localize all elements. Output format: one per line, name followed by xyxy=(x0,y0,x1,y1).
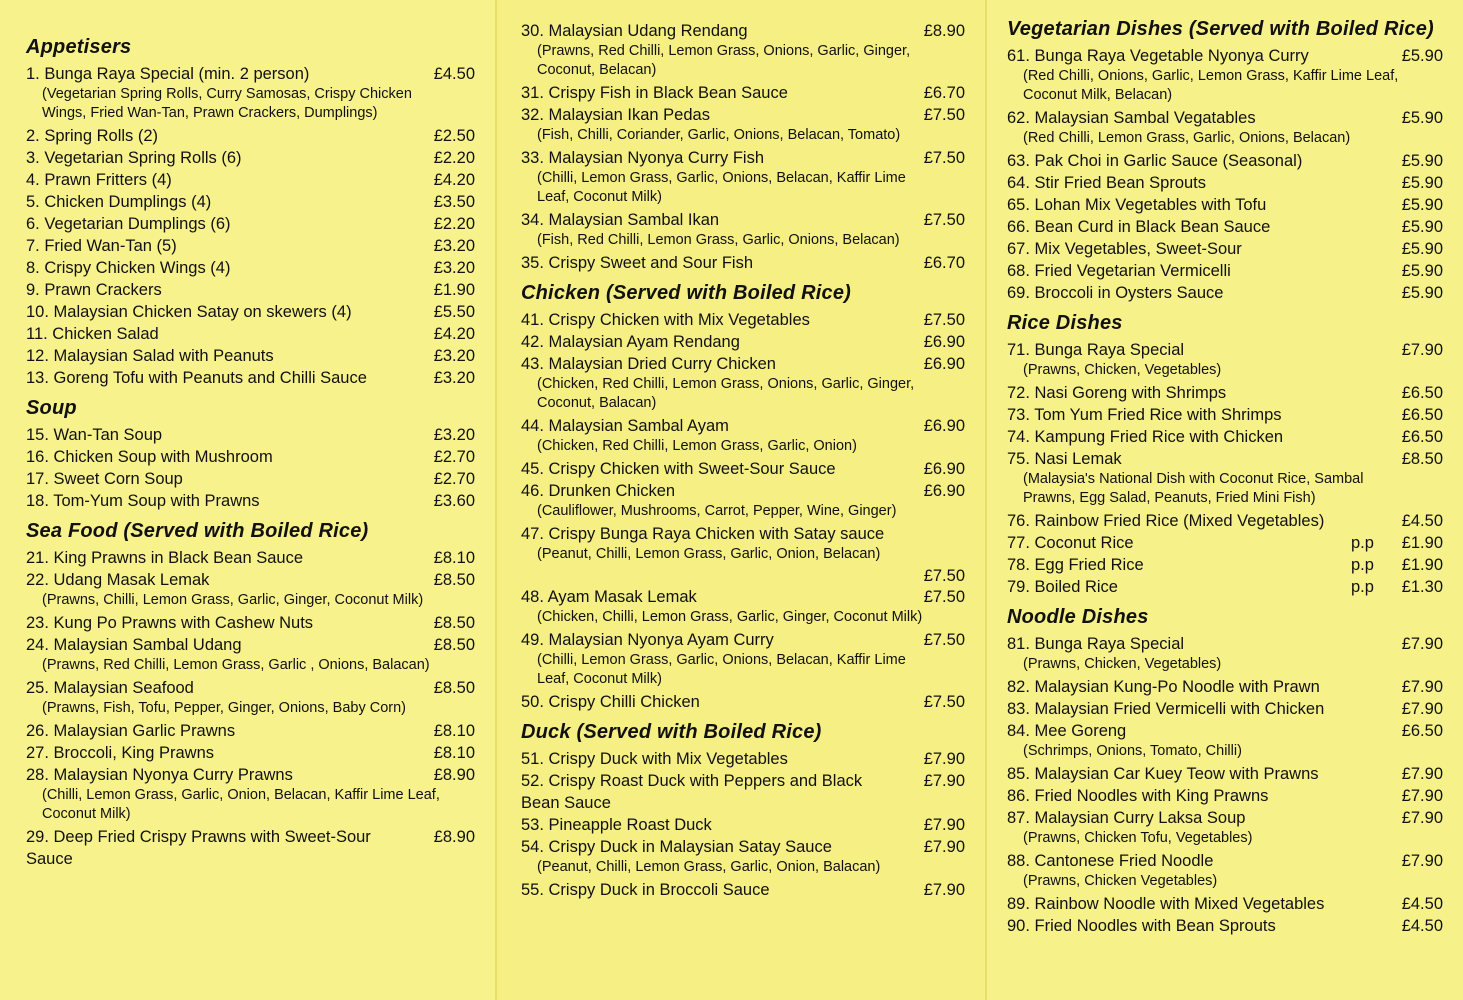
item-price: £6.50 xyxy=(1401,384,1443,402)
item-price: £5.50 xyxy=(433,303,475,321)
item-price: £8.90 xyxy=(923,22,965,40)
menu-item xyxy=(521,104,965,126)
item-name: 88. Cantonese Fried Noodle xyxy=(1007,852,1214,870)
item-name: 77. Coconut Rice xyxy=(1007,534,1134,552)
menu-item xyxy=(1007,150,1443,172)
item-price: £7.50 xyxy=(923,567,965,585)
item-description: (Prawns, Fish, Tofu, Pepper, Ginger, Onions, Baby Corn) xyxy=(42,700,407,716)
menu-item xyxy=(26,720,475,742)
menu-item xyxy=(521,814,965,836)
item-price: £7.50 xyxy=(923,149,965,167)
menu-item xyxy=(1007,339,1443,361)
item-price: £7.50 xyxy=(923,106,965,124)
item-name: 52. Crispy Roast Duck with Peppers and Black Bean Sauce xyxy=(521,772,863,812)
item-price: £3.20 xyxy=(433,237,475,255)
item-price: £8.50 xyxy=(433,614,475,632)
item-price: £2.20 xyxy=(433,215,475,233)
menu-item xyxy=(26,547,475,569)
item-price: £2.70 xyxy=(433,470,475,488)
menu-item xyxy=(26,125,475,147)
item-price: £1.90 xyxy=(1401,534,1443,552)
item-name: 68. Fried Vegetarian Vermicelli xyxy=(1007,262,1231,280)
item-price: £5.90 xyxy=(1401,284,1443,302)
item-price: £8.10 xyxy=(433,549,475,567)
item-description: (Fish, Chilli, Coriander, Garlic, Onions, Belacan, Tomato) xyxy=(537,127,901,143)
section-title: Duck (Served with Boiled Rice) xyxy=(521,721,822,743)
item-name: 49. Malaysian Nyonya Ayam Curry xyxy=(521,631,774,649)
item-name: 83. Malaysian Fried Vermicelli with Chicken xyxy=(1007,700,1325,718)
item-name: 4. Prawn Fritters (4) xyxy=(26,171,172,189)
item-name: 69. Broccoli in Oysters Sauce xyxy=(1007,284,1224,302)
item-name: 30. Malaysian Udang Rendang xyxy=(521,22,748,40)
item-name: 13. Goreng Tofu with Peanuts and Chilli Sauce xyxy=(26,369,367,387)
menu-item xyxy=(26,764,475,786)
menu-item xyxy=(26,612,475,634)
item-name: 48. Ayam Masak Lemak xyxy=(521,588,697,606)
item-price: £4.20 xyxy=(433,325,475,343)
menu-item xyxy=(521,82,965,104)
item-description: (Vegetarian Spring Rolls, Curry Samosas, Crispy Chicken Wings, Fried Wan-Tan, Prawn Crackers, Dumplings) xyxy=(42,86,412,121)
menu-item xyxy=(521,415,965,437)
menu-item xyxy=(1007,426,1443,448)
item-name: 73. Tom Yum Fried Rice with Shrimps xyxy=(1007,406,1282,424)
item-price: £8.50 xyxy=(433,636,475,654)
item-price: £6.90 xyxy=(923,460,965,478)
item-price: £7.90 xyxy=(923,881,965,899)
menu-section xyxy=(26,36,475,389)
item-name: 62. Malaysian Sambal Vegatables xyxy=(1007,109,1256,127)
item-price: £1.90 xyxy=(1401,556,1443,574)
item-description: (Schrimps, Onions, Tomato, Chilli) xyxy=(1023,743,1242,759)
item-per-person: p.p xyxy=(1351,556,1374,574)
item-name: 6. Vegetarian Dumplings (6) xyxy=(26,215,231,233)
menu-item xyxy=(521,331,965,353)
item-price: £7.90 xyxy=(923,750,965,768)
menu-item xyxy=(521,523,965,545)
item-price: £7.90 xyxy=(1401,341,1443,359)
menu-item xyxy=(26,424,475,446)
menu-item xyxy=(26,147,475,169)
item-name: 21. King Prawns in Black Bean Sauce xyxy=(26,549,303,567)
item-description: (Prawns, Chicken, Vegetables) xyxy=(1023,362,1222,378)
section-title: Chicken (Served with Boiled Rice) xyxy=(521,282,852,304)
item-price: £2.50 xyxy=(433,127,475,145)
menu-item xyxy=(26,446,475,468)
menu-item xyxy=(1007,807,1443,829)
item-price: £8.90 xyxy=(433,766,475,784)
item-price: £8.10 xyxy=(433,722,475,740)
item-name: 78. Egg Fried Rice xyxy=(1007,556,1144,574)
menu-item xyxy=(26,279,475,301)
item-name: 41. Crispy Chicken with Mix Vegetables xyxy=(521,311,810,329)
menu-item xyxy=(26,634,475,656)
menu-section xyxy=(521,20,965,274)
item-name: 44. Malaysian Sambal Ayam xyxy=(521,417,729,435)
item-price: £7.90 xyxy=(923,838,965,856)
item-price: £8.90 xyxy=(433,828,475,846)
menu-item xyxy=(26,345,475,367)
item-price: £7.50 xyxy=(923,631,965,649)
item-name: 31. Crispy Fish in Black Bean Sauce xyxy=(521,84,788,102)
item-price: £7.50 xyxy=(923,693,965,711)
item-description: (Peanut, Chilli, Lemon Grass, Garlic, Onion, Belacan) xyxy=(537,546,881,562)
item-price: £7.90 xyxy=(1401,787,1443,805)
item-description: (Prawns, Chilli, Lemon Grass, Garlic, Ginger, Coconut Milk) xyxy=(42,592,424,608)
item-name: 66. Bean Curd in Black Bean Sauce xyxy=(1007,218,1271,236)
item-name: 45. Crispy Chicken with Sweet-Sour Sauce xyxy=(521,460,836,478)
item-name: 11. Chicken Salad xyxy=(26,325,159,343)
menu-item xyxy=(1007,448,1443,470)
menu-item xyxy=(1007,532,1443,554)
item-price: £6.70 xyxy=(923,84,965,102)
menu-item xyxy=(26,677,475,699)
item-price: £5.90 xyxy=(1401,152,1443,170)
item-description: (Prawns, Chicken Vegetables) xyxy=(1023,873,1218,889)
menu-item xyxy=(26,235,475,257)
item-description: (Peanut, Chilli, Lemon Grass, Garlic, Onion, Balacan) xyxy=(537,859,881,875)
item-per-person: p.p xyxy=(1351,578,1374,596)
item-price: £5.90 xyxy=(1401,47,1443,65)
item-description: (Chilli, Lemon Grass, Garlic, Onions, Belacan, Kaffir Lime Leaf, Coconut Milk) xyxy=(537,652,906,687)
menu-item xyxy=(1007,785,1443,807)
item-name: 23. Kung Po Prawns with Cashew Nuts xyxy=(26,614,314,632)
item-price: £5.90 xyxy=(1401,240,1443,258)
item-name: 15. Wan-Tan Soup xyxy=(26,426,163,444)
menu-column-1 xyxy=(0,0,495,1000)
item-name: 34. Malaysian Sambal Ikan xyxy=(521,211,720,229)
item-name: 79. Boiled Rice xyxy=(1007,578,1118,596)
menu-item xyxy=(521,209,965,231)
item-price: £3.50 xyxy=(433,193,475,211)
item-price: £7.50 xyxy=(923,211,965,229)
section-title: Rice Dishes xyxy=(1007,312,1123,334)
item-price: £3.20 xyxy=(433,426,475,444)
item-price: £5.90 xyxy=(1401,262,1443,280)
item-price: £4.50 xyxy=(433,65,475,83)
item-price: £6.50 xyxy=(1401,428,1443,446)
item-price: £3.20 xyxy=(433,347,475,365)
item-price: £7.90 xyxy=(1401,700,1443,718)
item-name: 25. Malaysian Seafood xyxy=(26,679,194,697)
item-price: £1.90 xyxy=(433,281,475,299)
item-name: 7. Fried Wan-Tan (5) xyxy=(26,237,177,255)
item-price: £8.10 xyxy=(433,744,475,762)
menu-item xyxy=(521,480,965,502)
item-price: £8.50 xyxy=(433,571,475,589)
item-name: 74. Kampung Fried Rice with Chicken xyxy=(1007,428,1284,446)
menu-item xyxy=(1007,633,1443,655)
item-name: 50. Crispy Chilli Chicken xyxy=(521,693,700,711)
menu-item xyxy=(26,191,475,213)
menu-item xyxy=(26,323,475,345)
item-price: £4.50 xyxy=(1401,512,1443,530)
item-name: 43. Malaysian Dried Curry Chicken xyxy=(521,355,776,373)
menu-item xyxy=(1007,554,1443,576)
menu-item xyxy=(1007,676,1443,698)
section-title: Appetisers xyxy=(26,36,132,58)
menu-section xyxy=(521,721,965,901)
item-price: £5.90 xyxy=(1401,174,1443,192)
menu-column-2 xyxy=(495,0,985,1000)
menu-item xyxy=(1007,238,1443,260)
item-description: (Chilli, Lemon Grass, Garlic, Onion, Belacan, Kaffir Lime Leaf, Coconut Milk) xyxy=(42,787,440,822)
item-price: £8.50 xyxy=(1401,450,1443,468)
item-price: £7.90 xyxy=(1401,852,1443,870)
item-name: 33. Malaysian Nyonya Curry Fish xyxy=(521,149,765,167)
item-price: £3.60 xyxy=(433,492,475,510)
menu-item xyxy=(521,691,965,713)
item-price: £7.90 xyxy=(1401,678,1443,696)
item-name: 3. Vegetarian Spring Rolls (6) xyxy=(26,149,242,167)
menu-item xyxy=(26,169,475,191)
menu-item xyxy=(521,458,965,480)
item-price: £5.90 xyxy=(1401,218,1443,236)
item-price: £3.20 xyxy=(433,259,475,277)
item-price: £7.90 xyxy=(1401,765,1443,783)
item-price: £6.70 xyxy=(923,254,965,272)
menu-item xyxy=(1007,260,1443,282)
menu-item xyxy=(1007,194,1443,216)
item-description: (Prawns, Red Chilli, Lemon Grass, Onions, Garlic, Ginger, Coconut, Belacan) xyxy=(537,43,911,78)
item-name: 46. Drunken Chicken xyxy=(521,482,676,500)
item-name: 64. Stir Fried Bean Sprouts xyxy=(1007,174,1207,192)
menu-item xyxy=(1007,763,1443,785)
item-description: (Chilli, Lemon Grass, Garlic, Onions, Belacan, Kaffir Lime Leaf, Coconut Milk) xyxy=(537,170,906,205)
item-name: 12. Malaysian Salad with Peanuts xyxy=(26,347,274,365)
item-name: 18. Tom-Yum Soup with Prawns xyxy=(26,492,260,510)
item-name: 24. Malaysian Sambal Udang xyxy=(26,636,242,654)
item-name: 63. Pak Choi in Garlic Sauce (Seasonal) xyxy=(1007,152,1303,170)
item-price: £2.70 xyxy=(433,448,475,466)
item-price: £7.50 xyxy=(923,311,965,329)
item-price: £6.50 xyxy=(1401,722,1443,740)
item-name: 26. Malaysian Garlic Prawns xyxy=(26,722,236,740)
menu-section xyxy=(1007,606,1443,937)
item-name: 35. Crispy Sweet and Sour Fish xyxy=(521,254,754,272)
menu-item xyxy=(26,213,475,235)
item-name: 32. Malaysian Ikan Pedas xyxy=(521,106,710,124)
item-description: (Chicken, Red Chilli, Lemon Grass, Garlic, Onion) xyxy=(537,438,857,454)
item-name: 27. Broccoli, King Prawns xyxy=(26,744,215,762)
item-price: £6.90 xyxy=(923,417,965,435)
menu-item xyxy=(1007,172,1443,194)
menu-item xyxy=(1007,510,1443,532)
item-description: (Cauliflower, Mushrooms, Carrot, Pepper, Wine, Ginger) xyxy=(537,503,897,519)
item-name: 75. Nasi Lemak xyxy=(1007,450,1122,468)
item-name: 16. Chicken Soup with Mushroom xyxy=(26,448,273,466)
item-name: 87. Malaysian Curry Laksa Soup xyxy=(1007,809,1246,827)
menu-item xyxy=(521,147,965,169)
item-price: £5.90 xyxy=(1401,109,1443,127)
menu-item xyxy=(521,748,965,770)
item-name: 90. Fried Noodles with Bean Sprouts xyxy=(1007,917,1276,935)
menu-item xyxy=(1007,404,1443,426)
item-price: £6.90 xyxy=(923,482,965,500)
item-description: (Prawns, Red Chilli, Lemon Grass, Garlic , Onions, Balacan) xyxy=(42,657,430,673)
menu-item xyxy=(1007,282,1443,304)
item-name: 1. Bunga Raya Special (min. 2 person) xyxy=(26,65,310,83)
item-name: 53. Pineapple Roast Duck xyxy=(521,816,712,834)
item-description: (Red Chilli, Lemon Grass, Garlic, Onions, Belacan) xyxy=(1023,130,1351,146)
menu-item xyxy=(1007,45,1443,67)
item-description: (Chicken, Chilli, Lemon Grass, Garlic, Ginger, Coconut Milk) xyxy=(537,609,923,625)
menu-item xyxy=(26,742,475,764)
item-price: £7.90 xyxy=(1401,809,1443,827)
section-title: Sea Food (Served with Boiled Rice) xyxy=(26,520,369,542)
item-description: (Malaysia's National Dish with Coconut Rice, Sambal Prawns, Egg Salad, Peanuts, Fried Mini Fish) xyxy=(1023,471,1364,506)
item-name: 85. Malaysian Car Kuey Teow with Prawns xyxy=(1007,765,1319,783)
menu-item xyxy=(521,770,965,814)
menu-item xyxy=(1007,576,1443,598)
item-name: 67. Mix Vegetables, Sweet-Sour xyxy=(1007,240,1242,258)
item-name: 65. Lohan Mix Vegetables with Tofu xyxy=(1007,196,1267,214)
item-name: 72. Nasi Goreng with Shrimps xyxy=(1007,384,1227,402)
item-description: (Prawns, Chicken Tofu, Vegetables) xyxy=(1023,830,1253,846)
menu-item xyxy=(1007,720,1443,742)
item-name: 61. Bunga Raya Vegetable Nyonya Curry xyxy=(1007,47,1309,65)
item-price: £2.20 xyxy=(433,149,475,167)
item-price: £4.20 xyxy=(433,171,475,189)
menu-item xyxy=(521,586,965,608)
menu-item xyxy=(26,367,475,389)
item-name: 42. Malaysian Ayam Rendang xyxy=(521,333,740,351)
item-price: £1.30 xyxy=(1401,578,1443,596)
item-price: £7.90 xyxy=(1401,635,1443,653)
item-name: 29. Deep Fried Crispy Prawns with Sweet-Sour Sauce xyxy=(26,828,371,868)
item-name: 71. Bunga Raya Special xyxy=(1007,341,1185,359)
menu-item xyxy=(521,353,965,375)
item-price: £7.50 xyxy=(923,588,965,606)
item-name: 47. Crispy Bunga Raya Chicken with Satay sauce xyxy=(521,525,885,543)
menu-item xyxy=(1007,893,1443,915)
menu-item xyxy=(1007,915,1443,937)
menu-item xyxy=(521,879,965,901)
menu-section xyxy=(1007,312,1443,598)
item-price: £4.50 xyxy=(1401,917,1443,935)
menu-column-3 xyxy=(985,0,1463,1000)
item-price: £6.90 xyxy=(923,355,965,373)
item-description: (Prawns, Chicken, Vegetables) xyxy=(1023,656,1222,672)
menu-section xyxy=(26,397,475,512)
item-name: 10. Malaysian Chicken Satay on skewers (4) xyxy=(26,303,352,321)
item-name: 89. Rainbow Noodle with Mixed Vegetables xyxy=(1007,895,1325,913)
item-description: (Fish, Red Chilli, Lemon Grass, Garlic, Onions, Belacan) xyxy=(537,232,900,248)
item-name: 86. Fried Noodles with King Prawns xyxy=(1007,787,1269,805)
menu-item xyxy=(26,569,475,591)
item-name: 76. Rainbow Fried Rice (Mixed Vegetables) xyxy=(1007,512,1325,530)
menu-item xyxy=(26,826,475,870)
menu-item xyxy=(521,629,965,651)
item-name: 17. Sweet Corn Soup xyxy=(26,470,183,488)
menu-section xyxy=(521,282,965,713)
item-name: 22. Udang Masak Lemak xyxy=(26,571,210,589)
item-description: (Chicken, Red Chilli, Lemon Grass, Onions, Garlic, Ginger, Coconut, Balacan) xyxy=(537,376,915,411)
menu-item xyxy=(1007,216,1443,238)
menu-item xyxy=(1007,107,1443,129)
section-title: Soup xyxy=(26,397,77,419)
item-price: £5.90 xyxy=(1401,196,1443,214)
menu-item xyxy=(26,468,475,490)
item-name: 55. Crispy Duck in Broccoli Sauce xyxy=(521,881,770,899)
menu-section xyxy=(1007,18,1443,304)
section-title: Noodle Dishes xyxy=(1007,606,1149,628)
section-title: Vegetarian Dishes (Served with Boiled Rice) xyxy=(1007,18,1434,40)
menu-item xyxy=(26,490,475,512)
menu-item xyxy=(521,20,965,42)
item-name: 2. Spring Rolls (2) xyxy=(26,127,159,145)
item-name: 54. Crispy Duck in Malaysian Satay Sauce xyxy=(521,838,832,856)
menu-item xyxy=(26,257,475,279)
item-name: 51. Crispy Duck with Mix Vegetables xyxy=(521,750,788,768)
item-description: (Red Chilli, Onions, Garlic, Lemon Grass, Kaffir Lime Leaf, Coconut Milk, Belacan) xyxy=(1023,68,1399,103)
menu-item xyxy=(1007,382,1443,404)
menu-section xyxy=(26,520,475,870)
menu-item xyxy=(26,63,475,85)
item-price: £6.50 xyxy=(1401,406,1443,424)
item-name: 81. Bunga Raya Special xyxy=(1007,635,1185,653)
item-price: £7.90 xyxy=(923,772,965,790)
item-name: 8. Crispy Chicken Wings (4) xyxy=(26,259,231,277)
item-price: £4.50 xyxy=(1401,895,1443,913)
menu-item xyxy=(1007,850,1443,872)
item-name: 84. Mee Goreng xyxy=(1007,722,1127,740)
item-price: £8.50 xyxy=(433,679,475,697)
menu-item xyxy=(521,836,965,858)
item-name: 28. Malaysian Nyonya Curry Prawns xyxy=(26,766,293,784)
item-name: 9. Prawn Crackers xyxy=(26,281,162,299)
item-price: £3.20 xyxy=(433,369,475,387)
menu-item xyxy=(1007,698,1443,720)
item-per-person: p.p xyxy=(1351,534,1374,552)
item-name: 82. Malaysian Kung-Po Noodle with Prawn xyxy=(1007,678,1320,696)
menu-item xyxy=(521,309,965,331)
item-price: £7.90 xyxy=(923,816,965,834)
menu-item xyxy=(26,301,475,323)
item-name: 5. Chicken Dumplings (4) xyxy=(26,193,212,211)
item-price: £6.90 xyxy=(923,333,965,351)
menu-item xyxy=(521,252,965,274)
